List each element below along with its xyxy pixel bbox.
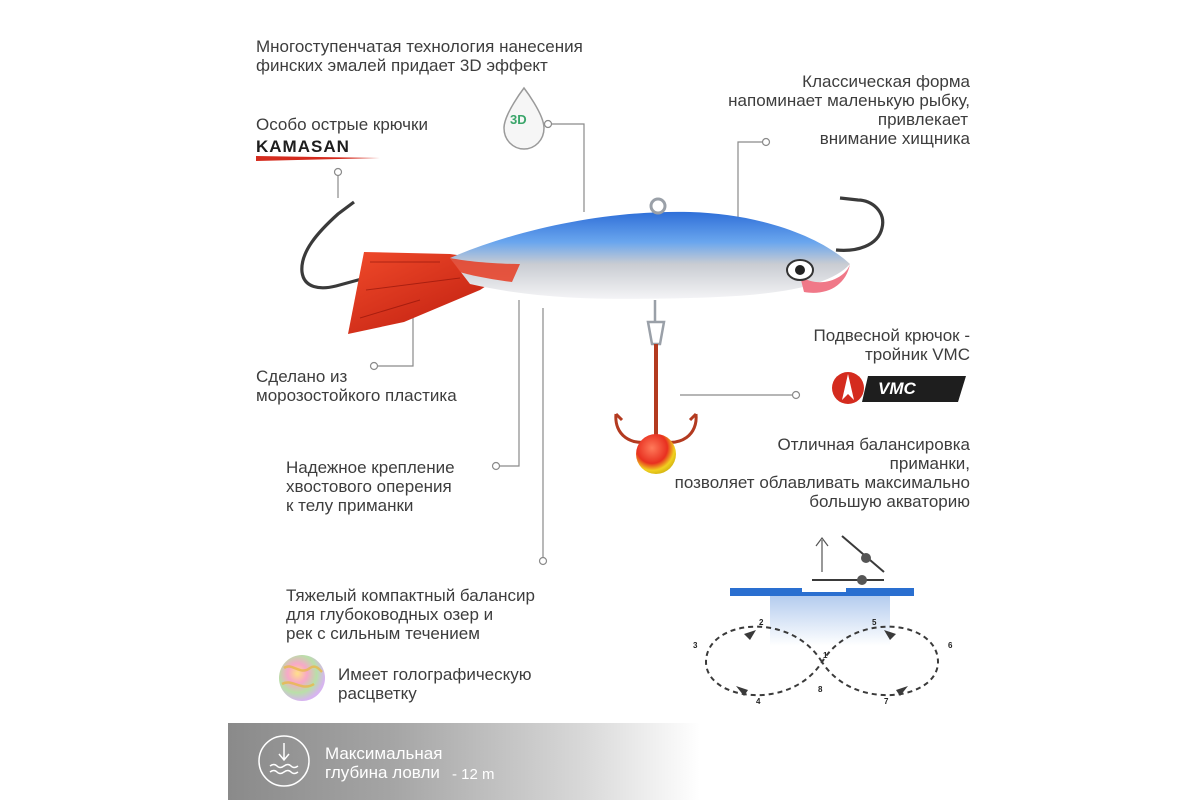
plastic-line: морозостойкого пластика [256,386,457,405]
figure-eight-diagram [706,536,938,696]
enamel-callout [256,37,583,75]
shape-line: внимание хищника [819,129,970,148]
enamel-3d-badge: 3D [510,112,527,127]
plastic-callout [256,367,457,405]
shape-line: напоминает маленькую рыбку, [728,91,970,110]
enamel-leader-line [548,124,584,212]
enamel-line: финских эмалей придает 3D эффект [256,56,548,75]
tail-line: к телу приманки [286,496,414,515]
shape-leader-line [738,142,766,228]
depth-label [325,744,442,782]
snap [648,300,664,344]
depth-banner [228,723,700,800]
shape-line: Классическая форма [802,72,970,91]
tail-line: Надежное крепление [286,458,455,477]
lure-body [450,212,850,299]
depth-label-line: Максимальная [325,744,443,763]
diagram-number: 3 [693,641,698,650]
depth-value: - 12 m [452,766,495,783]
heavy-callout [286,586,535,643]
front-hook [836,198,883,250]
top-ring [651,199,665,213]
tail-line: хвостового оперения [286,477,452,496]
heavy-line: Тяжелый компактный балансир [286,586,535,605]
enamel-line: Многоступенчатая технология нанесения [256,37,583,56]
treble-callout [740,326,970,364]
diagram-number: 6 [948,641,953,650]
holographic-swatch [279,655,325,701]
plastic-line: Сделано из [256,367,348,386]
shape-line: привлекает [877,110,968,129]
diagram-number: 1 [823,651,828,660]
treble-line: Подвесной крючок - [813,326,970,345]
heavy-line: для глубоководных озер и [286,605,494,624]
kamasan-logo: KAMASAN [256,137,350,156]
depth-icon [256,733,312,789]
shape-callout [660,72,970,148]
balance-line: большую акваторию [809,492,970,511]
tail-leader-line [498,300,519,466]
vmc-logo-text: VMC [878,379,916,398]
hooks-callout: Особо острые крючки [256,115,428,134]
balance-line: приманки, [889,454,970,473]
diagram-number: 2 [759,618,764,627]
tail-callout [286,458,455,515]
balance-line: Отличная балансировка [777,435,970,454]
diagram-number: 8 [818,685,823,694]
balance-line: позволяет облавливать максимально [674,473,970,492]
holo-callout [338,665,532,703]
heavy-line: рек с сильным течением [286,624,480,643]
balance-callout [600,435,970,511]
holo-line: Имеет голографическую [338,665,532,684]
diagram-number: 4 [756,697,761,706]
diagram-number: 7 [884,697,889,706]
diagram-number: 5 [872,618,877,627]
treble-line: тройник VMC [864,345,970,364]
holo-line: расцветку [338,684,417,703]
depth-label-line: глубина ловли [325,763,440,782]
